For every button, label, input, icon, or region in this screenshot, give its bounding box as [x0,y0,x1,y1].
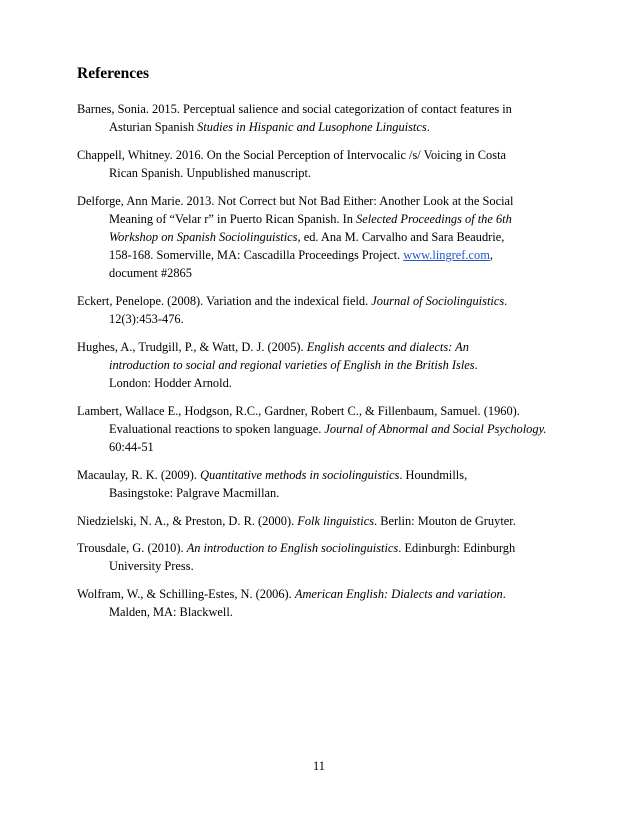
reference-line [109,374,547,392]
reference-entry [77,466,547,502]
reference-line [109,264,547,282]
reference-italic-text: Studies in Hispanic and Lusophone Linguistcs [197,120,427,135]
reference-line [109,164,547,182]
reference-line [109,420,547,438]
reference-text: . Houndmills, [399,467,468,482]
reference-text: , [489,248,493,263]
reference-entry [77,146,547,182]
reference-line [77,192,547,210]
reference-text: Asturian Spanish [109,120,198,135]
reference-entry [77,512,547,530]
reference-text: Malden, MA: Blackwell. [109,605,233,620]
reference-italic-text: Workshop on Spanish Sociolinguistics [109,230,298,244]
reference-line [109,246,547,264]
reference-line [77,338,547,356]
reference-text: 12(3):453-476. [109,312,184,327]
reference-italic-text: Journal of Sociolinguistics [371,294,505,308]
reference-text: Niedzielski, N. A., & Preston, D. R. (2000). [77,513,298,528]
reference-italic-text: Journal of Abnormal and Social Psychology. [324,422,547,436]
reference-line [77,585,547,603]
reference-text: London: Hodder Arnold. [109,376,232,391]
reference-entry [77,192,547,283]
reference-text: Meaning of “Velar r” in Puerto Rican Spanish. In [109,211,357,226]
reference-line [109,356,547,374]
reference-line [109,557,547,575]
reference-text: document #2865 [109,266,192,281]
reference-text: Hughes, A., Trudgill, P., & Watt, D. J. (2005). [77,339,307,354]
reference-italic-text: An introduction to English sociolinguistics [186,541,399,556]
reference-text: 158-168. Somerville, MA: Cascadilla Proceedings Project. [109,248,404,263]
reference-text: Evaluational reactions to spoken language. [109,422,325,436]
reference-text: . [504,294,508,308]
reference-entry [77,100,547,136]
reference-text: . Edinburgh: Edinburgh [398,541,516,556]
reference-text: Trousdale, G. (2010). [77,541,187,556]
reference-entry [77,338,547,393]
reference-line [77,512,547,530]
reference-text: Basingstoke: Palgrave Macmillan. [109,486,280,500]
page-number: 11 [313,759,325,773]
reference-text: Barnes, Sonia. 2015. Perceptual salience and social categorization of contact features in [77,102,512,116]
reference-text: Eckert, Penelope. (2008). Variation and the indexical field. [77,294,372,308]
reference-italic-text: Folk linguistics [297,513,375,528]
reference-italic-text: American English: Dialects and variation [294,586,503,601]
reference-line [109,603,547,621]
reference-text: . [502,586,506,601]
reference-text: Chappell, Whitney. 2016. On the Social Perception of Intervocalic /s/ Voicing in Costa [77,147,507,162]
reference-text: 60:44-51 [109,440,154,455]
reference-text: Rican Spanish. Unpublished manuscript. [109,166,312,180]
reference-text: , ed. Ana M. Carvalho and Sara Beaudrie, [297,230,505,244]
reference-line [77,402,547,420]
reference-entry [77,585,547,621]
reference-italic-text: English accents and dialects: An [306,339,469,354]
reference-entry [77,402,547,457]
reference-line [109,438,547,456]
reference-line [77,146,547,164]
reference-link[interactable]: www.lingref.com [403,248,490,263]
reference-italic-text: Selected Proceedings of the 6th [356,211,512,226]
references-list [77,100,547,631]
reference-text: . [474,358,478,372]
reference-line [77,100,547,118]
reference-line [109,228,547,246]
references-heading: References [77,65,150,82]
reference-line [77,466,547,484]
reference-text: . Berlin: Mouton de Gruyter. [374,513,516,528]
reference-line [109,210,547,228]
reference-italic-text: Quantitative methods in sociolinguistics [200,467,400,482]
reference-line [109,484,547,502]
reference-line [109,118,547,136]
reference-italic-text: introduction to social and regional varieties of English in the British Isles [109,358,475,372]
reference-text: Lambert, Wallace E., Hodgson, R.C., Gardner, Robert C., & Fillenbaum, Samuel. (1960). [77,403,520,418]
reference-text: Wolfram, W., & Schilling-Estes, N. (2006). [77,586,295,601]
reference-text: Delforge, Ann Marie. 2013. Not Correct but Not Bad Either: Another Look at the Social [77,193,514,208]
reference-line [109,310,547,328]
reference-entry [77,292,547,328]
reference-entry [77,539,547,575]
reference-line [77,292,547,310]
reference-line [77,539,547,557]
reference-text: Macaulay, R. K. (2009). [77,467,201,482]
reference-text: University Press. [109,559,194,574]
reference-text: . [426,120,430,135]
